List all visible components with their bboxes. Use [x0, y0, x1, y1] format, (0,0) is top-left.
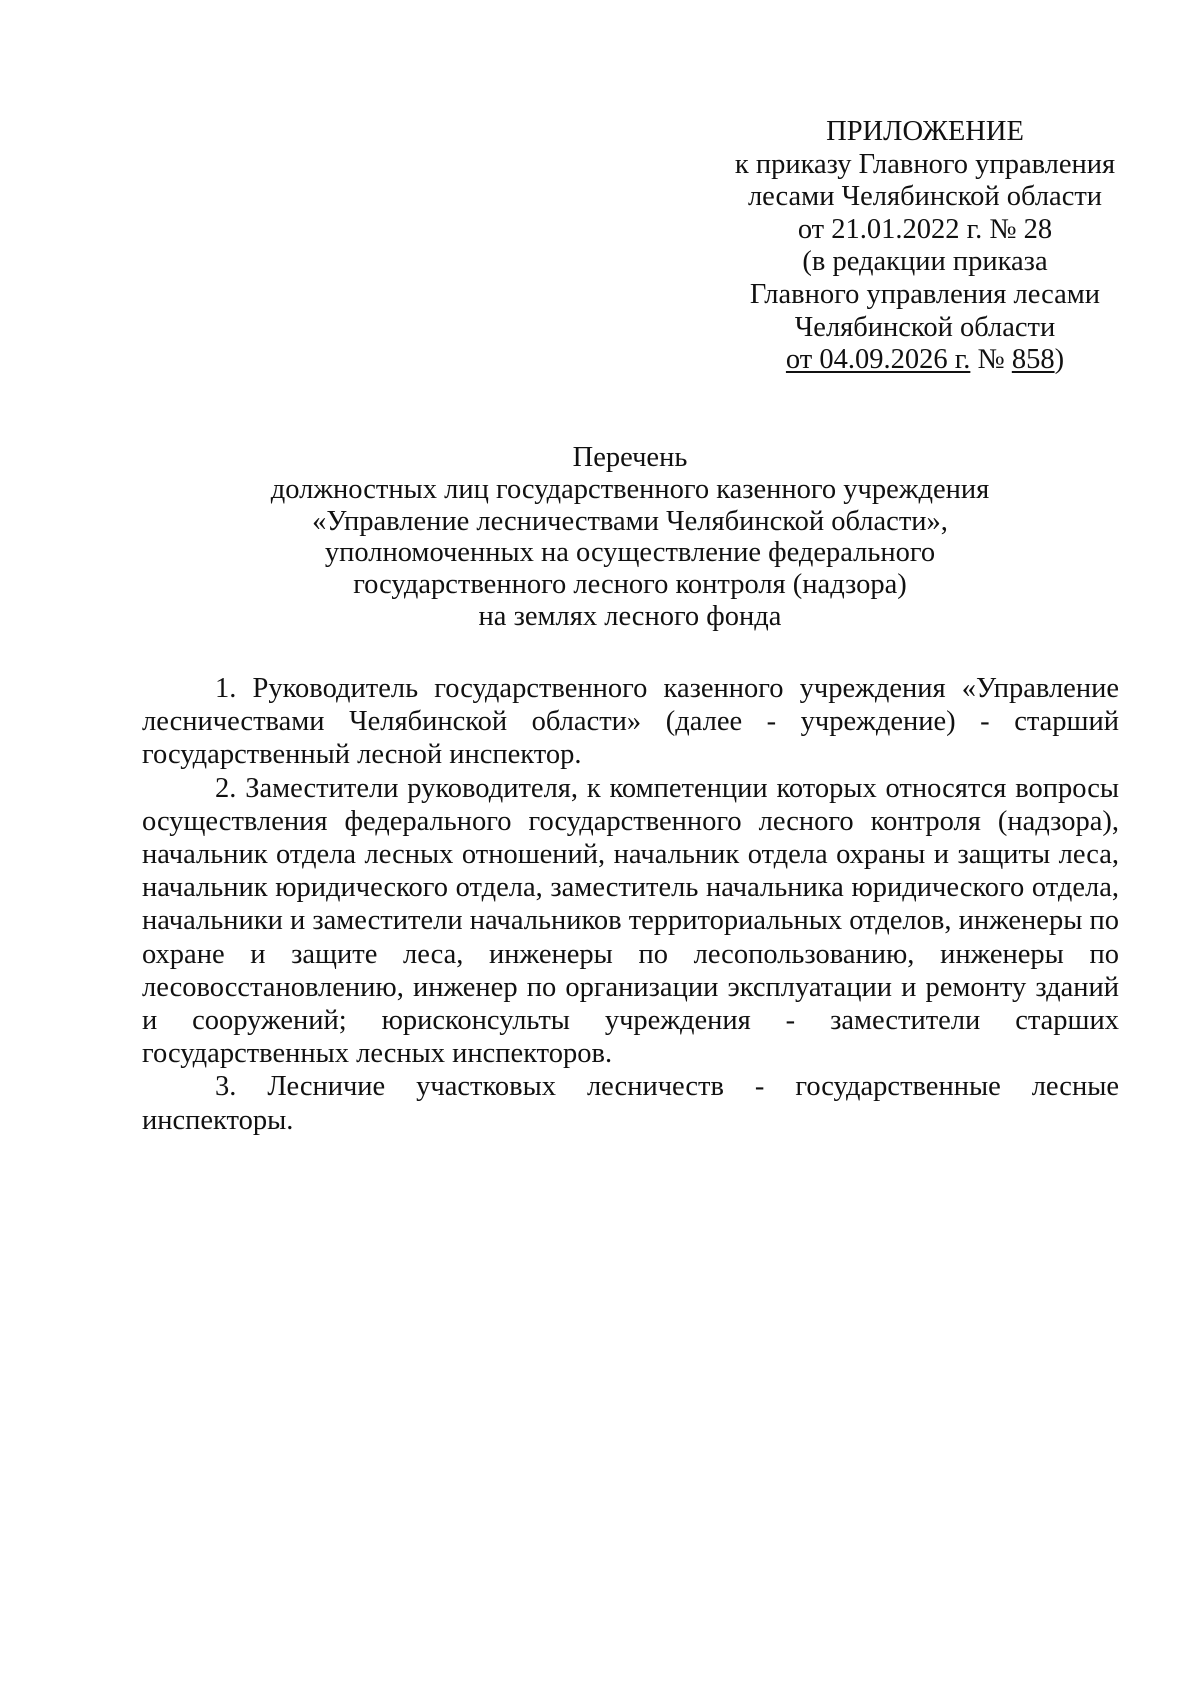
appendix-block: [690, 116, 1160, 377]
appendix-amendment-line: [690, 344, 1160, 377]
amendment-number: 858: [1011, 344, 1055, 376]
amendment-number-sign: №: [970, 344, 1012, 376]
heading-line-3: уполномоченных на осуществление федерального: [324, 537, 936, 569]
list-item-3: 3. Лесничие участковых лесничеств - государственные лесные инспекторы.: [142, 1071, 1119, 1136]
appendix-line-4: (в редакции приказа: [802, 246, 1048, 278]
amendment-date: от 04.09.2026 г.: [785, 344, 971, 376]
list-item-2: 2. Заместители руководителя, к компетенции которых относятся вопросы осуществления федерального государственного лесного контроля (надзора), начальник отдела лесных отношений, начальник отдела охраны и защиты леса, начальник юридического отдела, заместитель начальника юридического отдела, начальники и заместители начальников территориальных отделов, инженеры по охране и защите леса, инженеры по лесопользованию, инженеры по лесовосстановлению, инженер по организации эксплуатации и ремонту зданий и сооружений; юрисконсульты учреждения - заместители старших государственных лесных инспекторов.: [142, 772, 1119, 1070]
appendix-line-6: Челябинской области: [794, 311, 1056, 343]
appendix-title: ПРИЛОЖЕНИЕ: [826, 116, 1024, 147]
document-body: [142, 672, 1119, 1137]
heading-title: Перечень: [572, 442, 688, 473]
heading-line-4: государственного лесного контроля (надзора): [353, 569, 907, 601]
heading-line-1: должностных лиц государственного казенного учреждения: [270, 473, 990, 505]
appendix-line-2: лесами Челябинской области: [747, 181, 1103, 213]
appendix-line-5: Главного управления лесами: [749, 278, 1101, 310]
appendix-line-3: от 21.01.2022 г. № 28: [797, 213, 1053, 245]
heading-line-2: «Управление лесничествами Челябинской области»,: [312, 505, 948, 537]
amendment-closing-bracket: ): [1054, 344, 1065, 376]
list-item-1: 1. Руководитель государственного казенного учреждения «Управление лесничествами Челябинской области» (далее - учреждение) - старший государственный лесной инспектор.: [142, 673, 1119, 771]
heading-line-5: на землях лесного фонда: [478, 600, 782, 632]
document-heading: [140, 442, 1120, 633]
appendix-line-1: к приказу Главного управления: [734, 148, 1116, 180]
